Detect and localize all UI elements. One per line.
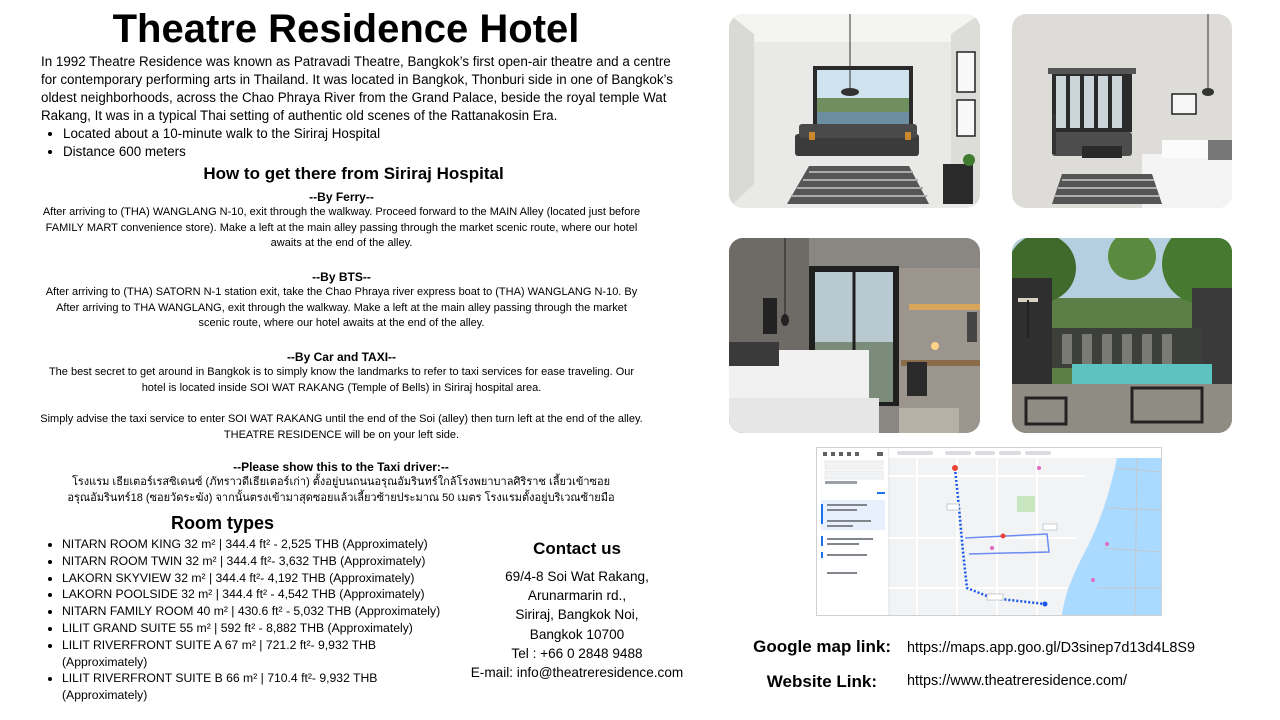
ferry-heading: --By Ferry--: [309, 190, 374, 204]
bts-text: After arriving to (THA) SATORN N-1 station exit, take the Chao Phraya river express boat to (THA) WANGLANG N-10. By After arriving to THA WANGLANG, exit through the walkway. Make a left at the main alley passing through the market scenic route, where our hotel awaits at the end of the alley.: [45, 286, 638, 330]
directions-title: How to get there from Siriraj Hospital: [203, 164, 504, 183]
website-link-url[interactable]: https://www.theatreresidence.com/: [907, 673, 1127, 689]
photo-living-room: [729, 14, 980, 208]
car-section: [40, 349, 643, 443]
map-link-url[interactable]: https://maps.app.goo.gl/D3sinep7d13d4L8S9: [907, 640, 1196, 656]
address-line: Siriraj, Bangkok Noi,: [515, 607, 639, 623]
email-line: E-mail: info@theatreresidence.com: [470, 665, 684, 681]
taxi-section: [52, 459, 630, 506]
intro-bullets: [41, 125, 663, 161]
address-line: Arunarmarin rd.,: [527, 588, 627, 604]
list-item: • LILIT RIVERFRONT SUITE B 66 m² | 710.4 ft²- 9,932 THB (Approximately): [62, 670, 392, 704]
taxi-heading: --Please show this to the Taxi driver:--: [233, 460, 449, 474]
contact-block: [462, 539, 692, 682]
car-text-1: The best secret to get around in Bangkok is to simply know the landmarks to refer to taxi services for ease traveling. Our hotel is located inside SOI WAT RAKANG (Temple of Bells) in Siriraj hospital area.: [48, 366, 635, 394]
bts-section: [40, 269, 643, 332]
contact-title: Contact us: [533, 539, 621, 558]
intro-paragraph: In 1992 Theatre Residence was known as Patravadi Theatre, Bangkok’s first open-air theatre and a centre for contemporary performing arts in Thailand. It was located in Bangkok, Thonburi side in one of Bangkok’s oldest neighborhoods, across the Chao Phraya River from the Grand Palace, beside the royal temple Wat Rakang, It was in a typical Thai setting of authentic old scenes of the Rattanakosin Era.: [41, 54, 673, 123]
page-title: Theatre Residence Hotel: [112, 7, 580, 51]
car-heading: --By Car and TAXI--: [286, 350, 397, 364]
car-text-2: Simply advise the taxi service to enter SOI WAT RAKANG until the end of the Soi (alley) then turn left at the end of the alley. THEATRE RESIDENCE will be on your left side.: [40, 413, 643, 441]
photo-pool-garden: [1012, 238, 1232, 433]
phone-line: Tel : +66 0 2848 9488: [511, 645, 643, 661]
list-item: • LILIT RIVERFRONT SUITE A 67 m² | 721.2 ft²- 9,932 THB (Approximately): [62, 637, 392, 671]
ferry-section: [40, 189, 643, 252]
list-item: • LILIT GRAND SUITE 55 m² | 592 ft² - 8,882 THB (Approximately): [62, 620, 462, 637]
map-link-label: Google map link:: [753, 637, 891, 656]
photo-bedroom-balcony: [729, 238, 980, 433]
list-item: • NITARN FAMILY ROOM 40 m² | 430.6 ft² - 5,032 THB (Approximately): [62, 603, 462, 620]
bts-heading: --By BTS--: [312, 270, 371, 284]
list-item: • NITARN ROOM TWIN 32 m² | 344.4 ft²- 3,632 THB (Approximately): [62, 553, 462, 570]
list-item: • LAKORN SKYVIEW 32 m² | 344.4 ft²- 4,192 THB (Approximately): [62, 570, 462, 587]
map-image[interactable]: [816, 447, 1162, 616]
address-line: 69/4-8 Soi Wat Rakang,: [505, 569, 649, 584]
room-types-title: Room types: [170, 513, 275, 533]
list-item: • NITARN ROOM KING 32 m² | 344.4 ft² - 2,525 THB (Approximately): [62, 536, 462, 553]
website-link-label: Website Link:: [766, 672, 877, 691]
list-item: • LAKORN POOLSIDE 32 m² | 344.4 ft² - 4,542 THB (Approximately): [62, 586, 462, 603]
list-item: • Distance 600 meters: [63, 143, 663, 161]
list-item: • Located about a 10-minute walk to the Siriraj Hospital: [63, 125, 663, 143]
ferry-text: After arriving to (THA) WANGLANG N-10, exit through the walkway. Proceed forward to the MAIN Alley (located just before FAMILY MART convenience store). Make a left at the main alley passing through the market scenic route, where our hotel awaits at the end of the alley.: [42, 206, 641, 250]
taxi-thai-text: โรงแรม เธียเตอร์เรสซิเดนซ์ (ภัทราวดีเธียเตอร์เก่า) ตั้งอยู่บนถนนอรุณอัมรินทร์ใกล้โรงพยาบาลศิริราช เลี้ยวเข้าซอยอรุณอัมรินทร์18 (ซอยวัดระฆัง) จากนั้นตรงเข้ามาสุดซอยแล้วเลี้ยวซ้ายประมาณ 50 เมตร โรงแรมตั้งอยู่บริเวณซ้ายมือ: [67, 476, 615, 504]
room-types-list: [44, 536, 462, 704]
photo-bedroom-sofa: [1012, 14, 1232, 208]
address-line: Bangkok 10700: [529, 626, 625, 642]
